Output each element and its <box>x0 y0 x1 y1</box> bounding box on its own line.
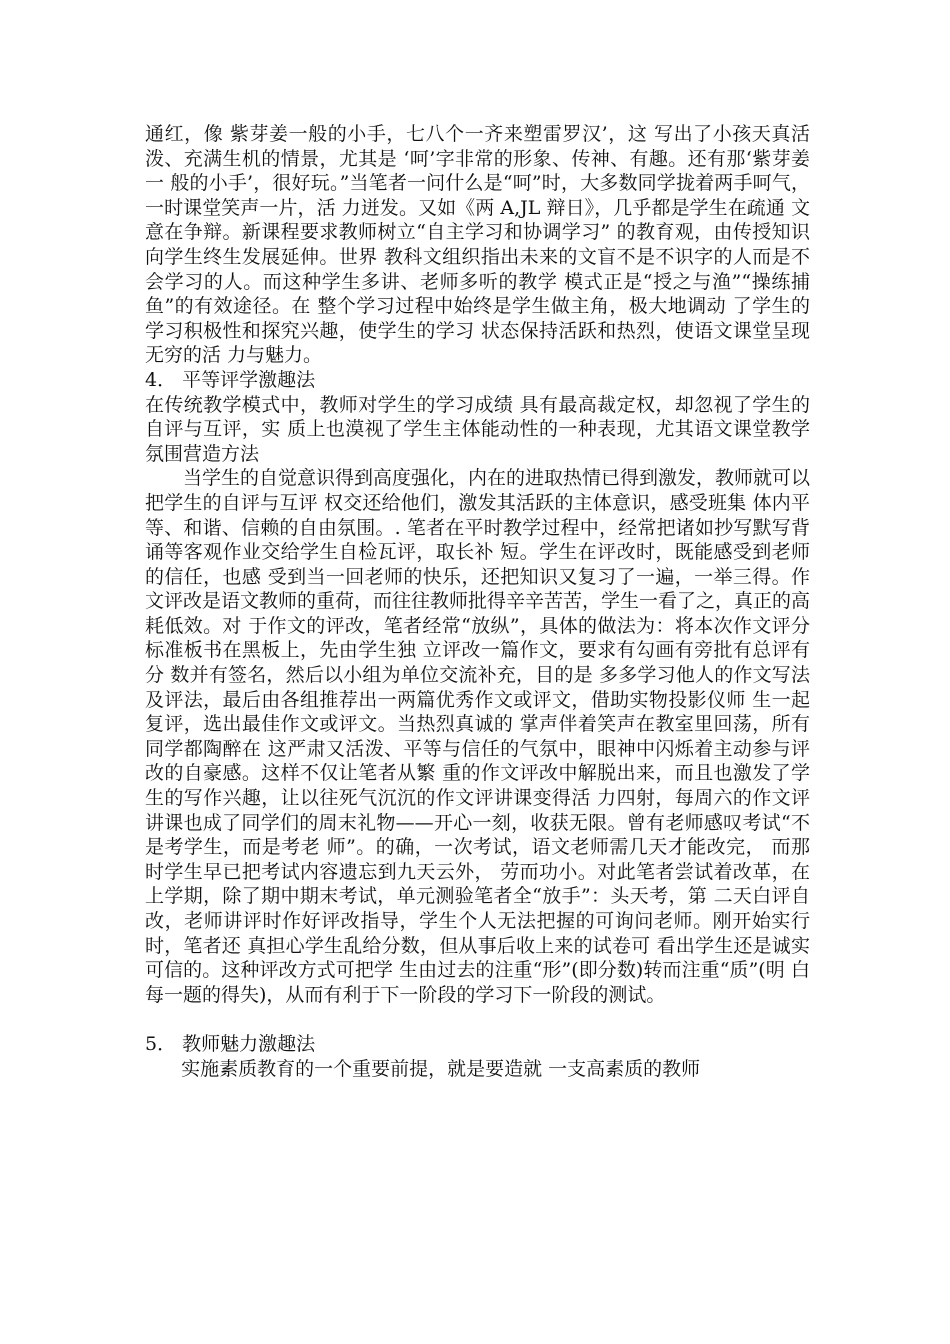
body-paragraph: 当学生的自觉意识得到高度强化，内在的进取热情已得到激发，教师就可以把学生的自评与互评 权交还给他们，激发其活跃的主体意识，感受班集 体内平等、和谐、信赖的自由氛围。. 笔者在平时教学过程中，经常把诸如抄写默写背诵等客观作业交给学生自检瓦评，取长补 短。学生在评改时，既能感受到老师的信任，也感 受到当一回老师的快乐，还把知识又复习了一遍，一举三得。作文评改是语文教师的重荷，而往往教师批得辛辛苦苦，学生一看了之，真正的高耗低效。对 于作文的评改，笔者经常“放纵”，具体的做法为：将本次作文评分标准板书在黑板上，先由学生独 立评改一篇作文，要求有勾画有旁批有总评有分 数并有签名，然后以小组为单位交流补充，目的是 多多学习他人的作文写法及评法，最后由各组推荐出一两篇优秀作文或评文，借助实物投影仪师 生一起复评，选出最佳作文或评文。当热烈真诚的 掌声伴着笑声在教室里回荡，所有同学都陶醉在 这严肃又活泼、平等与信任的气氛中，眼神中闪烁着主动参与评改的自豪感。这样不仅让笔者从繁 重的作文评改中解脱出来，而且也激发了学生的写作兴趣，让以往死气沉沉的作文评讲课变得活 力四射，每周六的作文评讲课也成了同学们的周末礼物——开心一刻，收获无限。曾有老师感叹考试“不是考学生，而是考老 师”。的确，一次考试，语文老师需几天才能改完， 而那时学生早已把考试内容遗忘到九天云外， 劳而功小。对此笔者尝试着改革，在上学期，除了期中期末考试，单元测验笔者全“放手”：头天考，第 二天白评自改，老师讲评时作好评改指导，学生个人无法把握的可询问老师。刚开始实行时，笔者还 真担心学生乱给分数，但从事后收上来的试卷可 看出学生还是诚实可信的。这种评改方式可把学 生由过去的注重“形”(即分数)转而注重“质”(明 白每一题的得失)，从而有利于下一阶段的学习下一阶段的测试。 <box>145 467 811 1006</box>
document-page <box>145 122 810 1081</box>
paragraph-spacer <box>145 1007 810 1032</box>
body-paragraph: 通红，像 紫芽姜一般的小手，七八个一齐来塑雷罗汉’，这 写出了小孩天真活泼、充满生机的情景，尤其是 ‘呵’字非常的形象、传神、有趣。还有那‘紫芽姜一 般的小手’，很好玩。”当笔者一问什么是“呵”时，大多数同学拢着两手呵气，一时课堂笑声一片，活 力迸发。又如《两 A,JL 辩日》，几乎都是学生在疏通 文意在争辩。新课程要求教师树立“自主学习和协调学习” 的教育观，由传授知识向学生终生发展延伸。世界 教科文组织指出未来的文盲不是不识字的人而是不会学习的人。而这种学生多讲、老师多听的教学 模式正是“授之与渔”“操练捕鱼”的有效途径。在 整个学习过程中始终是学生做主角，极大地调动 了学生的学习积极性和探究兴趣，使学生的学习 状态保持活跃和热烈，使语文课堂呈现无穷的活 力与魅力。 <box>145 123 810 367</box>
section-heading-5: 5． 教师魅力激趣法 <box>145 1032 316 1055</box>
body-paragraph: 实施素质教育的一个重要前提，就是要造就 一支高素质的教师 <box>181 1057 701 1080</box>
section-heading-4: 4． 平等评学激趣法 <box>145 368 316 391</box>
body-paragraph: 在传统教学模式中，教师对学生的学习成绩 具有最高裁定权，却忽视了学生的自评与互评，实 质上也漠视了学生主体能动性的一种表现，尤其语文课堂教学氛围营造方法 <box>145 393 810 465</box>
